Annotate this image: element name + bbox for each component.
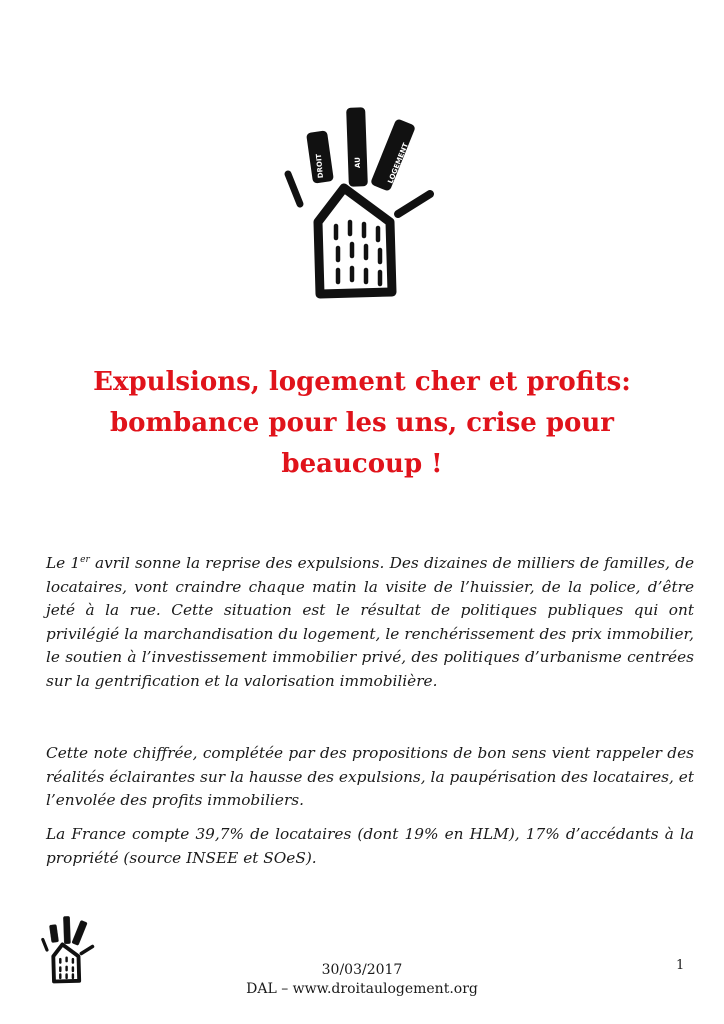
title-line-3: beaucoup ! <box>281 449 443 479</box>
footer-date: 30/03/2017 <box>321 962 403 978</box>
title-line-2: bombance pour les uns, crise pour <box>110 408 614 438</box>
intro-rest: avril sonne la reprise des expulsions. Des dizaines de milliers de familles, de locataires, vont craindre chaque matin la visite de l’huissier, de la police, d’être jeté à la rue. Cette situation est le résultat de politiques publiques qui ont privilégié la marchandisation du logement, le renchérissement des prix immobilier, le soutien à l’investissement immobilier privé, des politiques d’urbanisme centrées sur la gentrification et la valorisation immobilière. <box>46 554 694 690</box>
logo-word-au: AU <box>353 157 362 169</box>
intro-start: Le 1 <box>46 554 81 572</box>
logo-word-logement: LOGEMENT <box>386 141 410 185</box>
page-footer <box>180 961 544 999</box>
droit-au-logement-logo <box>280 106 440 302</box>
page-number: 1 <box>676 958 685 973</box>
page-title <box>60 362 664 485</box>
title-line-1: Expulsions, logement cher et profits: <box>93 367 631 397</box>
ordinal-suffix: er <box>80 554 90 565</box>
footer-logo-icon <box>40 915 96 985</box>
intro-paragraph <box>46 552 694 694</box>
logo-word-droit: DROIT <box>314 153 325 179</box>
footer-website: DAL – www.droitaulogement.org <box>246 981 478 997</box>
stats-paragraph: La France compte 39,7% de locataires (dont 19% en HLM), 17% d’accédants à la propriété (source INSEE et SOeS). <box>46 825 694 867</box>
note-paragraph: Cette note chiffrée, complétée par des propositions de bon sens vient rappeler des réalités éclairantes sur la hausse des expulsions, la paupérisation des locataires, et l’envolée des profits immobiliers. <box>46 744 694 810</box>
